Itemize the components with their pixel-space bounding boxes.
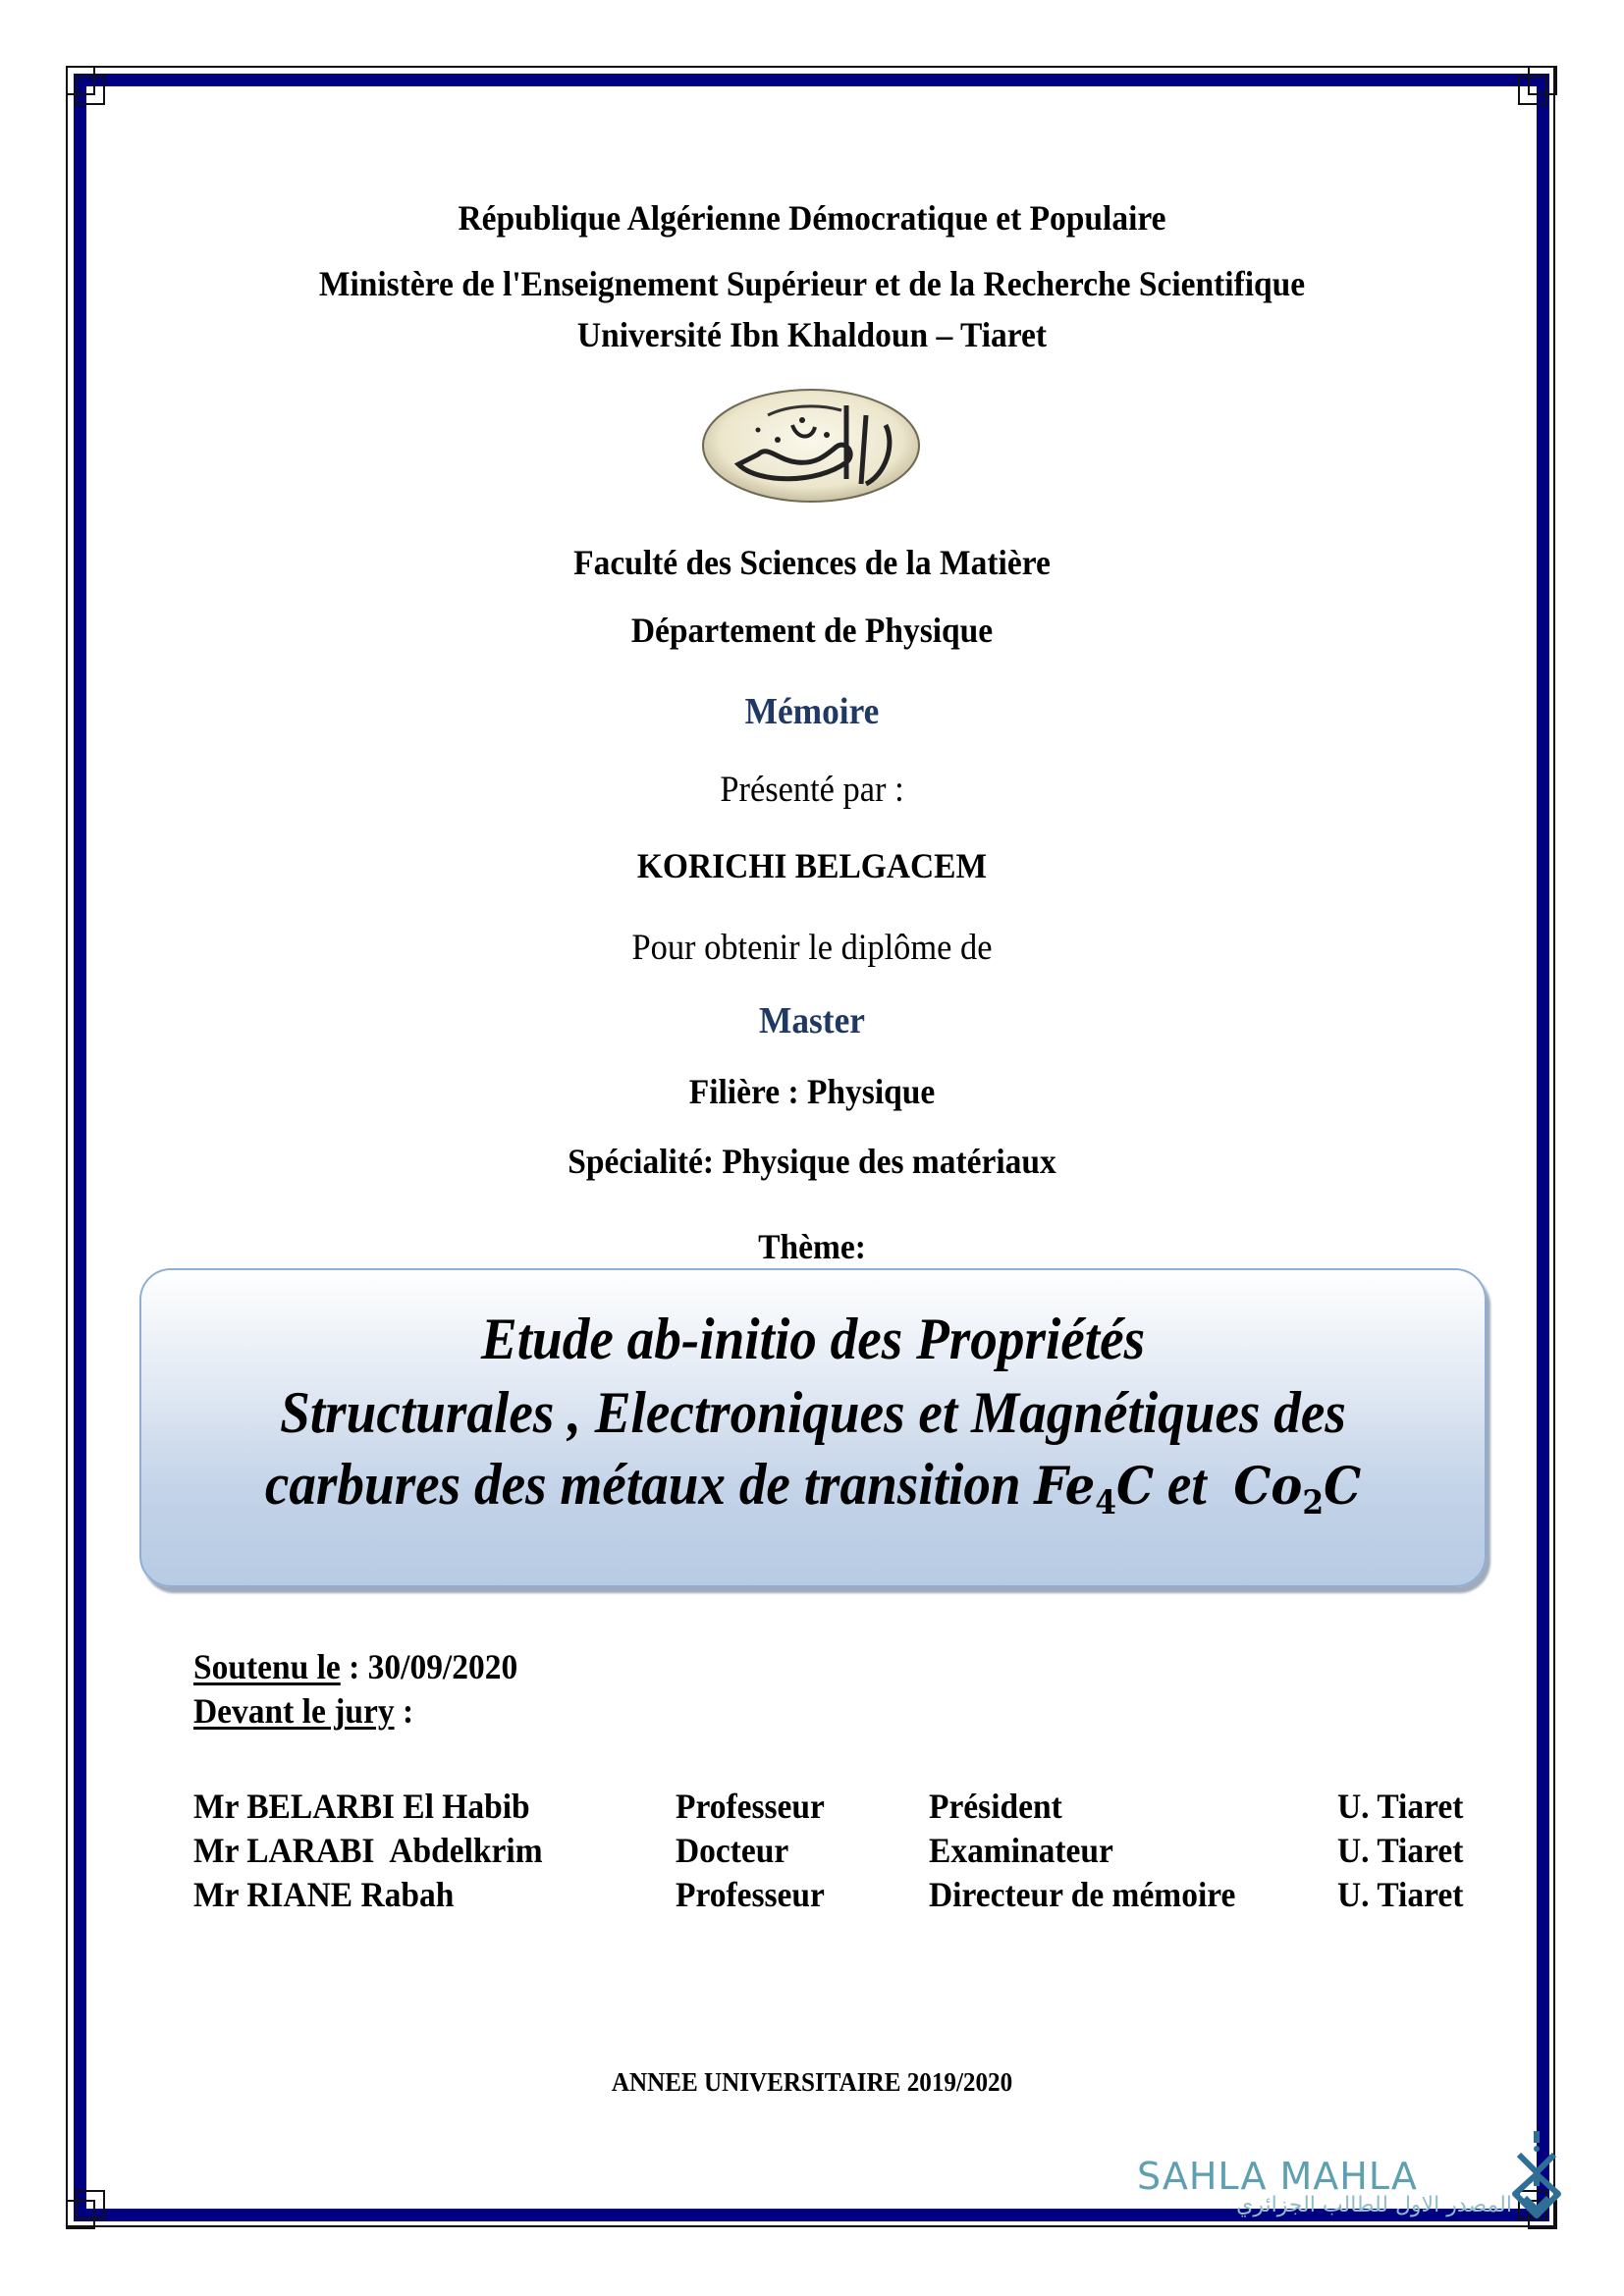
formula-fe4c-end: C (1116, 1457, 1155, 1517)
ministry-heading: Ministère de l'Enseignement Supérieur et de la Recherche Scientifique (318, 264, 1306, 303)
formula-fe4c-base: Fe (1034, 1457, 1096, 1517)
formula-co2c (1233, 1457, 1362, 1522)
theme-title-line-1: Etude ab-initio des Propriétés (480, 1307, 1146, 1371)
jury-role: Président (929, 1787, 1062, 1826)
jury-grade: Professeur (676, 1787, 825, 1826)
jury-name: Mr RIANE Rabah (193, 1875, 455, 1914)
jury-grade: Professeur (676, 1875, 825, 1914)
jury-grade: Docteur (676, 1831, 789, 1870)
field-label: Filière : Physique (688, 1072, 936, 1111)
theme-box (139, 1268, 1487, 1587)
defense-date-line (193, 1649, 517, 1684)
author-name: KORICHI BELGACEM (636, 846, 988, 885)
formula-co2c-subscript: 2 (1302, 1483, 1325, 1522)
republic-heading: République Algérienne Démocratique et Populaire (458, 198, 1166, 238)
document-type: Mémoire (744, 691, 880, 732)
formula-fe4c-subscript: 4 (1095, 1483, 1117, 1522)
corner-ornament (76, 76, 105, 105)
jury-heading-separator: : (394, 1691, 414, 1731)
department-heading: Département de Physique (630, 611, 994, 650)
watermark-subtitle: المصدر الاول للطالب الجزائري (1236, 2193, 1512, 2217)
formula-co2c-base: Co (1233, 1457, 1303, 1517)
corner-ornament (76, 2190, 105, 2219)
theme-title-line-3-text: carbures des métaux de transition (264, 1452, 1035, 1517)
jury-institution: U. Tiaret (1337, 1787, 1464, 1826)
defense-date-label: Soutenu le (193, 1647, 341, 1686)
sahla-mahla-logo-icon (1507, 2125, 1566, 2233)
university-seal-logo (699, 386, 923, 506)
jury-name: Mr BELARBI El Habib (193, 1787, 530, 1826)
university-heading: Université Ibn Khaldoun – Tiaret (576, 315, 1048, 354)
jury-name: Mr LARABI Abdelkrim (193, 1831, 543, 1870)
formula-co2c-end: C (1324, 1457, 1362, 1517)
jury-heading: Devant le jury (193, 1691, 395, 1731)
diploma-label: Pour obtenir le diplôme de (631, 928, 993, 968)
specialty-label: Spécialité: Physique des matériaux (568, 1142, 1056, 1181)
corner-ornament (1518, 76, 1547, 105)
theme-conjunction: et (1154, 1452, 1234, 1517)
theme-label: Thème: (758, 1227, 866, 1266)
jury-role: Directeur de mémoire (929, 1875, 1236, 1914)
presented-by-label: Présenté par : (720, 770, 904, 810)
academic-year: ANNEE UNIVERSITAIRE 2019/2020 (611, 2067, 1013, 2097)
jury-heading-line (193, 1693, 413, 1729)
watermark-title: SAHLA MAHLA (1137, 2155, 1418, 2198)
defense-date-separator: : (340, 1647, 368, 1686)
diploma-name: Master (759, 1000, 865, 1041)
theme-title-line-3 (195, 1452, 1432, 1522)
theme-title-line-2: Structurales , Electroniques et Magnétiques des (280, 1380, 1346, 1445)
jury-role: Examinateur (929, 1831, 1113, 1870)
jury-institution: U. Tiaret (1337, 1831, 1464, 1870)
faculty-heading: Faculté des Sciences de la Matière (573, 543, 1051, 582)
defense-date: 30/09/2020 (367, 1647, 518, 1686)
jury-institution: U. Tiaret (1337, 1875, 1464, 1914)
formula-fe4c (1034, 1457, 1155, 1522)
